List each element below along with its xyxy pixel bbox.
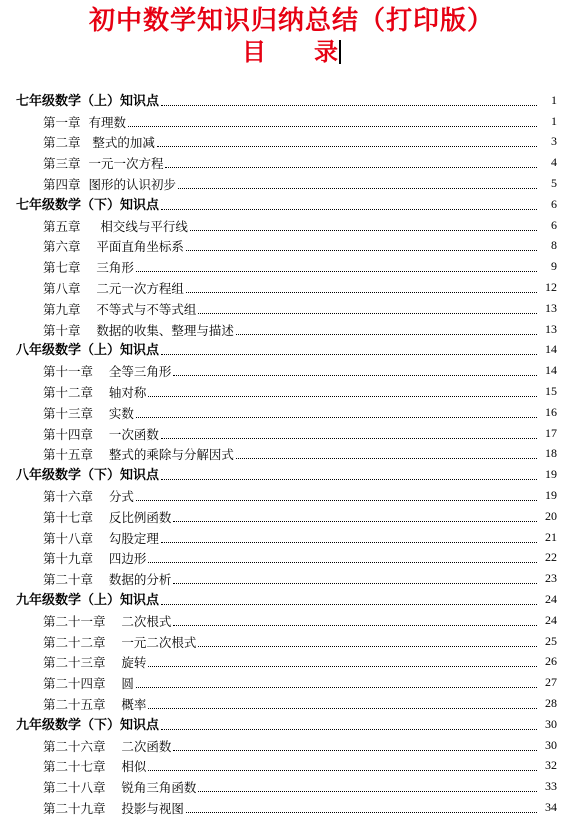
toc-page-number: 22 — [537, 550, 557, 565]
toc-entry-label: 第二十五章 概率 — [43, 696, 147, 712]
toc-page-number: 16 — [537, 405, 557, 420]
toc-section-entry[interactable] — [0, 712, 583, 733]
dot-leader — [178, 187, 539, 189]
toc-page-number: 23 — [537, 571, 557, 586]
toc-entry-label: 八年级数学（下）知识点 — [16, 468, 160, 484]
toc-page-number: 6 — [537, 197, 557, 212]
toc-entry-label: 第十二章 轴对称 — [43, 384, 147, 400]
toc-section-entry[interactable] — [0, 587, 583, 608]
toc-page-number: 19 — [537, 488, 557, 503]
toc-page-number: 28 — [537, 696, 557, 711]
toc-page-number: 27 — [537, 675, 557, 690]
toc-entry-label: 第二十六章 二次函数 — [43, 738, 172, 754]
toc-chapter-entry[interactable] — [0, 254, 583, 275]
dot-leader — [186, 811, 539, 813]
dot-leader — [161, 437, 539, 439]
toc-chapter-entry[interactable] — [0, 130, 583, 151]
toc-chapter-entry[interactable] — [0, 629, 583, 650]
toc-page-number: 30 — [537, 717, 557, 732]
toc-entry-label: 九年级数学（下）知识点 — [16, 717, 160, 733]
toc-section-entry[interactable] — [0, 88, 583, 109]
toc-chapter-entry[interactable] — [0, 691, 583, 712]
toc-entry-label: 第二十七章 相似 — [43, 759, 147, 775]
toc-chapter-entry[interactable] — [0, 754, 583, 775]
dot-leader — [148, 769, 539, 771]
dot-leader — [165, 166, 539, 168]
dot-leader — [161, 728, 539, 730]
toc-chapter-entry[interactable] — [0, 566, 583, 587]
toc-page-number: 18 — [537, 446, 557, 461]
toc-entry-label: 第二十章 数据的分析 — [43, 572, 172, 588]
toc-page-number: 17 — [537, 426, 557, 441]
toc-entry-label: 第二十八章 锐角三角函数 — [43, 780, 197, 796]
toc-entry-label: 九年级数学（上）知识点 — [16, 592, 160, 608]
toc-chapter-entry[interactable] — [0, 358, 583, 379]
toc-page-number: 32 — [537, 758, 557, 773]
contents-heading-char-2: 录 — [314, 37, 338, 66]
toc-entry-label: 第一章 有理数 — [43, 114, 126, 130]
dot-leader — [198, 790, 539, 792]
toc-page-number: 25 — [537, 634, 557, 649]
toc-entry-label: 第十四章 一次函数 — [43, 426, 159, 442]
toc-entry-label: 七年级数学（上）知识点 — [16, 93, 160, 109]
toc-page-number: 15 — [537, 384, 557, 399]
toc-page-number: 1 — [537, 114, 557, 129]
dot-leader — [136, 416, 539, 418]
toc-entry-label: 第二十三章 旋转 — [43, 655, 147, 671]
contents-heading — [0, 38, 583, 66]
toc-page-number: 3 — [537, 134, 557, 149]
toc-chapter-entry[interactable] — [0, 213, 583, 234]
toc-entry-label: 第六章 平面直角坐标系 — [43, 239, 184, 255]
toc-chapter-entry[interactable] — [0, 317, 583, 338]
toc-page-number: 4 — [537, 155, 557, 170]
dot-leader — [161, 541, 539, 543]
toc-entry-label: 第二章 整式的加减 — [43, 135, 155, 151]
dot-leader — [148, 561, 539, 563]
dot-leader — [128, 125, 539, 127]
toc-entry-label: 第三章 一元一次方程 — [43, 156, 164, 172]
toc-entry-label: 第十八章 勾股定理 — [43, 530, 159, 546]
toc-page-number: 33 — [537, 779, 557, 794]
dot-leader — [236, 457, 539, 459]
toc-entry-label: 第二十九章 投影与视图 — [43, 800, 184, 816]
toc-chapter-entry[interactable] — [0, 670, 583, 691]
toc-entry-label: 第十一章 全等三角形 — [43, 364, 172, 380]
toc-page-number: 8 — [537, 238, 557, 253]
document-title: 初中数学知识归纳总结（打印版） — [88, 6, 494, 36]
toc-page-number: 21 — [537, 530, 557, 545]
toc-chapter-entry[interactable] — [0, 171, 583, 192]
toc-chapter-entry[interactable] — [0, 795, 583, 816]
dot-leader — [198, 312, 539, 314]
toc-chapter-entry[interactable] — [0, 442, 583, 463]
toc-chapter-entry[interactable] — [0, 608, 583, 629]
toc-entry-label: 第九章 不等式与不等式组 — [43, 301, 197, 317]
dot-leader — [236, 333, 539, 335]
dot-leader — [148, 395, 539, 397]
dot-leader — [157, 145, 539, 147]
toc-chapter-entry[interactable] — [0, 275, 583, 296]
toc-chapter-entry[interactable] — [0, 109, 583, 130]
toc-entry-label: 第七章 三角形 — [43, 260, 134, 276]
toc-entry-label: 第十五章 整式的乘除与分解因式 — [43, 447, 234, 463]
dot-leader — [198, 645, 539, 647]
dot-leader — [148, 707, 539, 709]
toc-section-entry[interactable] — [0, 192, 583, 213]
dot-leader — [173, 749, 539, 751]
toc-page-number: 13 — [537, 301, 557, 316]
toc-page-number: 14 — [537, 363, 557, 378]
dot-leader — [161, 104, 539, 106]
toc-entry-label: 第十章 数据的收集、整理与描述 — [43, 322, 234, 338]
toc-page-number: 19 — [537, 467, 557, 482]
toc-chapter-entry[interactable] — [0, 379, 583, 400]
dot-leader — [190, 229, 539, 231]
toc-page-number: 5 — [537, 176, 557, 191]
toc-entry-label: 七年级数学（下）知识点 — [16, 197, 160, 213]
text-cursor — [339, 40, 341, 64]
toc-entry-label: 第二十一章 二次根式 — [43, 613, 172, 629]
dot-leader — [186, 249, 539, 251]
toc-page-number: 1 — [537, 93, 557, 108]
dot-leader — [161, 208, 539, 210]
toc-entry-label: 八年级数学（上）知识点 — [16, 343, 160, 359]
toc-page-number: 6 — [537, 218, 557, 233]
toc-entry-label: 第八章 二元一次方程组 — [43, 280, 184, 296]
toc-page-number: 14 — [537, 342, 557, 357]
toc-section-entry[interactable] — [0, 462, 583, 483]
toc-entry-label: 第二十四章 圆 — [43, 676, 134, 692]
dot-leader — [173, 520, 539, 522]
dot-leader — [148, 665, 539, 667]
dot-leader — [136, 270, 539, 272]
toc-chapter-entry[interactable] — [0, 421, 583, 442]
table-of-contents — [0, 88, 583, 816]
toc-entry-label: 第十九章 四边形 — [43, 551, 147, 567]
dot-leader — [136, 499, 539, 501]
dot-leader — [161, 603, 539, 605]
dot-leader — [136, 686, 539, 688]
dot-leader — [173, 374, 539, 376]
toc-chapter-entry[interactable] — [0, 525, 583, 546]
toc-chapter-entry[interactable] — [0, 650, 583, 671]
dot-leader — [186, 291, 539, 293]
dot-leader — [173, 624, 539, 626]
toc-chapter-entry[interactable] — [0, 774, 583, 795]
toc-chapter-entry[interactable] — [0, 296, 583, 317]
dot-leader — [173, 582, 539, 584]
toc-page-number: 20 — [537, 509, 557, 524]
toc-chapter-entry[interactable] — [0, 150, 583, 171]
toc-chapter-entry[interactable] — [0, 400, 583, 421]
toc-chapter-entry[interactable] — [0, 483, 583, 504]
toc-page-number: 30 — [537, 738, 557, 753]
toc-entry-label: 第五章 相交线与平行线 — [43, 218, 188, 234]
contents-heading-char-1: 目 — [242, 37, 266, 66]
toc-entry-label: 第十六章 分式 — [43, 488, 134, 504]
dot-leader — [161, 478, 539, 480]
toc-page-number: 24 — [537, 613, 557, 628]
toc-chapter-entry[interactable] — [0, 733, 583, 754]
toc-chapter-entry[interactable] — [0, 234, 583, 255]
toc-page-number: 24 — [537, 592, 557, 607]
toc-entry-label: 第十七章 反比例函数 — [43, 509, 172, 525]
toc-page-number: 13 — [537, 322, 557, 337]
dot-leader — [161, 353, 539, 355]
toc-page-number: 26 — [537, 654, 557, 669]
toc-page-number: 9 — [537, 259, 557, 274]
toc-section-entry[interactable] — [0, 338, 583, 359]
toc-page-number: 34 — [537, 800, 557, 815]
toc-entry-label: 第四章 图形的认识初步 — [43, 176, 176, 192]
toc-entry-label: 第二十二章 一元二次根式 — [43, 634, 197, 650]
toc-entry-label: 第十三章 实数 — [43, 405, 134, 421]
toc-chapter-entry[interactable] — [0, 504, 583, 525]
toc-chapter-entry[interactable] — [0, 546, 583, 567]
toc-page-number: 12 — [537, 280, 557, 295]
